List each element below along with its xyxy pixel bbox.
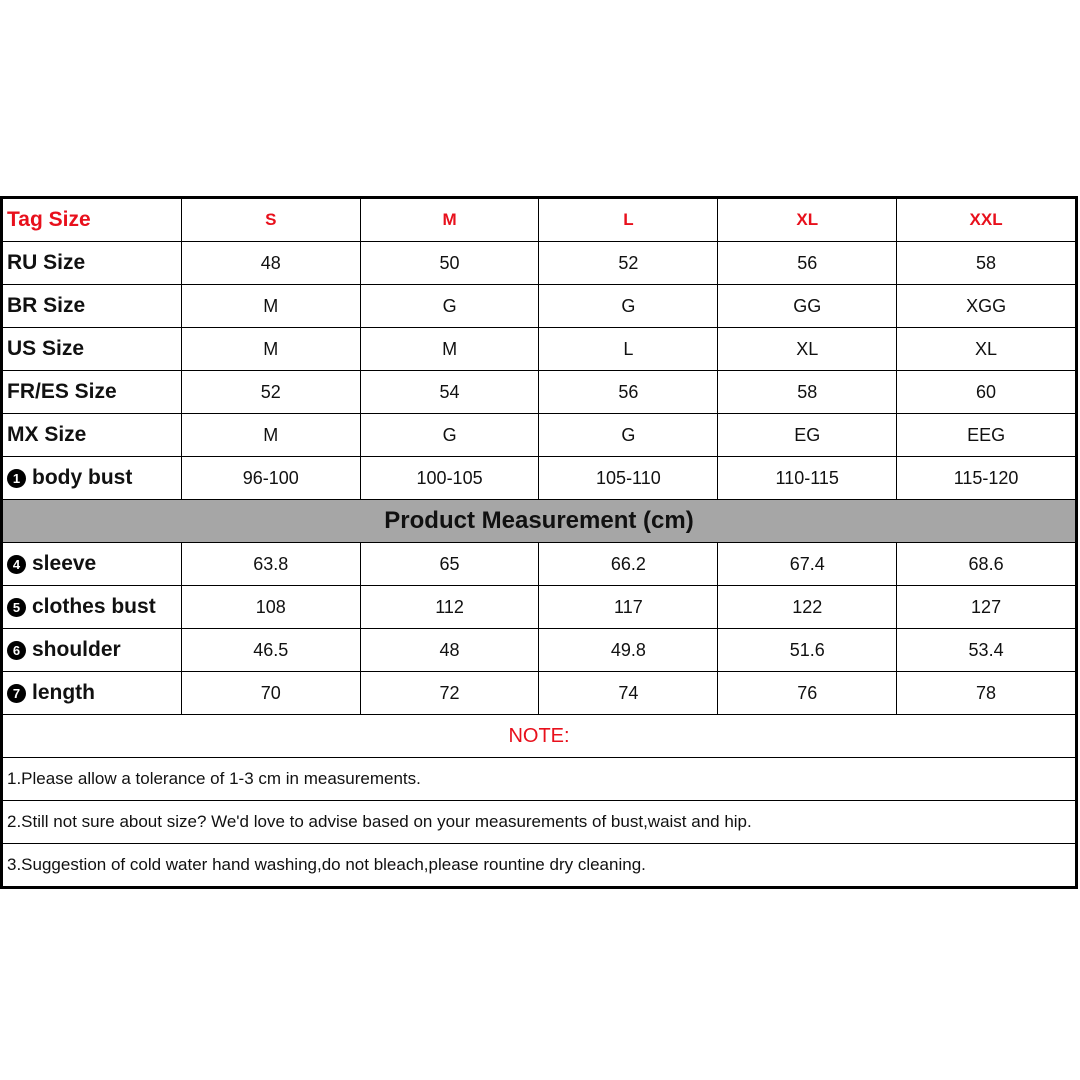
note-title-row — [3, 715, 1076, 758]
value-cell: G — [360, 414, 539, 457]
value-cell: XGG — [897, 285, 1076, 328]
row-label-text: US Size — [7, 337, 85, 360]
size-header-cell: M — [360, 199, 539, 242]
value-cell: 74 — [539, 672, 718, 715]
value-cell: 50 — [360, 242, 539, 285]
value-cell: 72 — [360, 672, 539, 715]
row-label — [3, 543, 182, 586]
size-chart-body — [3, 199, 1076, 887]
value-cell: 54 — [360, 371, 539, 414]
row-label — [3, 457, 182, 500]
row-label — [3, 586, 182, 629]
value-cell: M — [360, 328, 539, 371]
value-cell: 112 — [360, 586, 539, 629]
size-header-cell: XXL — [897, 199, 1076, 242]
size-chart — [0, 196, 1078, 889]
section-title: Product Measurement (cm) — [3, 500, 1076, 543]
size-chart-table — [2, 198, 1076, 887]
value-cell: 65 — [360, 543, 539, 586]
note-line: 3.Suggestion of cold water hand washing,do not bleach,please rountine dry cleaning. — [3, 844, 1076, 887]
value-cell: M — [181, 414, 360, 457]
value-cell: EG — [718, 414, 897, 457]
value-cell: 49.8 — [539, 629, 718, 672]
row-label-text: MX Size — [7, 423, 87, 446]
value-cell: 67.4 — [718, 543, 897, 586]
value-cell: 100-105 — [360, 457, 539, 500]
note-row — [3, 801, 1076, 844]
tag-size-row — [3, 199, 1076, 242]
value-cell: 63.8 — [181, 543, 360, 586]
number-marker-icon: 1 — [7, 469, 26, 488]
number-marker-icon: 5 — [7, 598, 26, 617]
size-header-cell: XL — [718, 199, 897, 242]
size-row — [3, 242, 1076, 285]
value-cell: 52 — [539, 242, 718, 285]
value-cell: GG — [718, 285, 897, 328]
note-row — [3, 758, 1076, 801]
value-cell: 110-115 — [718, 457, 897, 500]
value-cell: EEG — [897, 414, 1076, 457]
measurement-row — [3, 672, 1076, 715]
row-label — [3, 629, 182, 672]
row-label-text: clothes bust — [32, 595, 156, 618]
value-cell: 46.5 — [181, 629, 360, 672]
value-cell: L — [539, 328, 718, 371]
row-label-text: body bust — [32, 466, 133, 489]
value-cell: G — [539, 414, 718, 457]
size-row — [3, 457, 1076, 500]
row-label — [3, 242, 182, 285]
value-cell: 52 — [181, 371, 360, 414]
value-cell: M — [181, 328, 360, 371]
value-cell: 56 — [539, 371, 718, 414]
value-cell: 58 — [897, 242, 1076, 285]
size-row — [3, 371, 1076, 414]
value-cell: 78 — [897, 672, 1076, 715]
value-cell: 53.4 — [897, 629, 1076, 672]
size-row — [3, 414, 1076, 457]
row-label-text: RU Size — [7, 251, 86, 274]
note-line: 2.Still not sure about size? We'd love to advise based on your measurements of bust,waist and hip. — [3, 801, 1076, 844]
measurement-row — [3, 629, 1076, 672]
value-cell: 105-110 — [539, 457, 718, 500]
value-cell: 48 — [181, 242, 360, 285]
value-cell: 68.6 — [897, 543, 1076, 586]
number-marker-icon: 7 — [7, 684, 26, 703]
row-label — [3, 414, 182, 457]
value-cell: 70 — [181, 672, 360, 715]
row-label — [3, 672, 182, 715]
value-cell: 60 — [897, 371, 1076, 414]
note-row — [3, 844, 1076, 887]
value-cell: 51.6 — [718, 629, 897, 672]
note-line: 1.Please allow a tolerance of 1-3 cm in measurements. — [3, 758, 1076, 801]
number-marker-icon: 6 — [7, 641, 26, 660]
value-cell: 108 — [181, 586, 360, 629]
value-cell: 96-100 — [181, 457, 360, 500]
note-title: NOTE: — [3, 715, 1076, 758]
row-label-text: FR/ES Size — [7, 380, 117, 403]
value-cell: 58 — [718, 371, 897, 414]
row-label — [3, 371, 182, 414]
value-cell: M — [181, 285, 360, 328]
size-row — [3, 328, 1076, 371]
value-cell: 115-120 — [897, 457, 1076, 500]
row-label — [3, 285, 182, 328]
value-cell: 56 — [718, 242, 897, 285]
row-label-text: sleeve — [32, 552, 97, 575]
value-cell: 122 — [718, 586, 897, 629]
value-cell: 48 — [360, 629, 539, 672]
value-cell: G — [360, 285, 539, 328]
value-cell: 117 — [539, 586, 718, 629]
value-cell: 127 — [897, 586, 1076, 629]
value-cell: G — [539, 285, 718, 328]
value-cell: 76 — [718, 672, 897, 715]
measurement-row — [3, 586, 1076, 629]
value-cell: XL — [718, 328, 897, 371]
row-label-text: length — [32, 681, 95, 704]
value-cell: XL — [897, 328, 1076, 371]
size-header-cell: L — [539, 199, 718, 242]
measurement-row — [3, 543, 1076, 586]
size-header-cell: S — [181, 199, 360, 242]
number-marker-icon: 4 — [7, 555, 26, 574]
section-row — [3, 500, 1076, 543]
row-label-text: BR Size — [7, 294, 86, 317]
value-cell: 66.2 — [539, 543, 718, 586]
row-label-text: shoulder — [32, 638, 121, 661]
row-label — [3, 328, 182, 371]
size-row — [3, 285, 1076, 328]
tag-size-label: Tag Size — [3, 199, 182, 242]
